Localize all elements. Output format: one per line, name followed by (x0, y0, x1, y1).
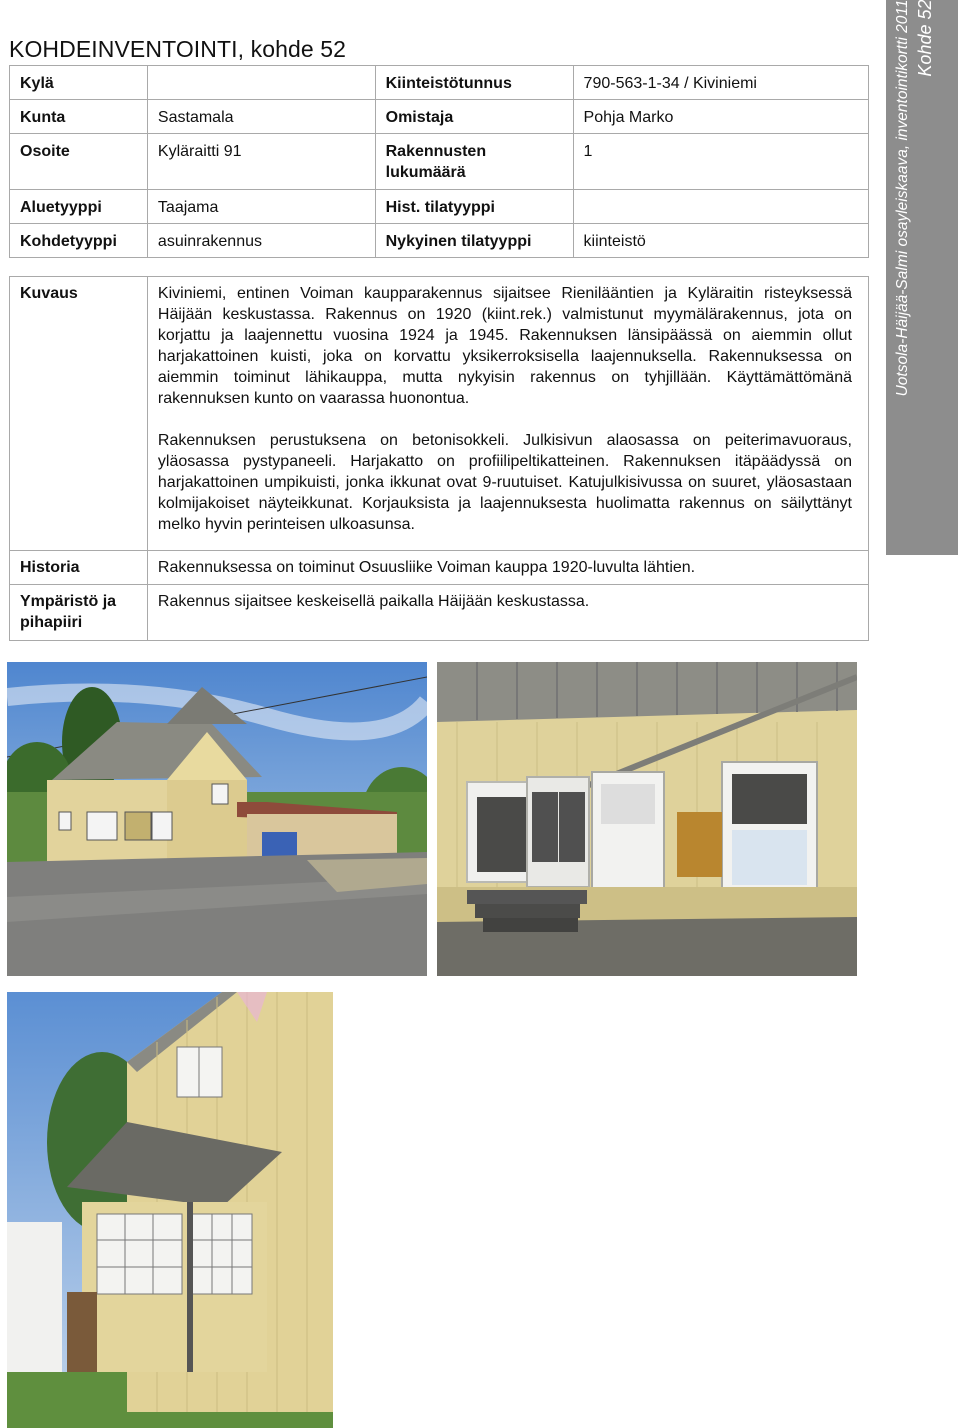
kuvaus-label: Kuvaus (10, 277, 148, 551)
info-row-aluetyyppi (10, 190, 869, 224)
kuvaus-text (147, 277, 868, 551)
osoite-value: Kyläraitti 91 (147, 134, 375, 190)
info-row-kyla (10, 66, 869, 100)
aluetyyppi-label: Aluetyyppi (10, 190, 148, 224)
nykyinen-tilatyyppi-label: Nykyinen tilatyyppi (375, 224, 573, 258)
ymparisto-value: Rakennus sijaitsee keskeisellä paikalla Häijään keskustassa. (147, 585, 868, 641)
photo-shop-front (437, 662, 857, 976)
osoite-label: Osoite (10, 134, 148, 190)
rakennusten-lukumaara-value: 1 (573, 134, 868, 190)
ymparisto-label: Ympäristö ja pihapiiri (10, 585, 148, 641)
info-row-kohdetyyppi (10, 224, 869, 258)
info-row-osoite (10, 134, 869, 190)
page-title: KOHDEINVENTOINTI, kohde 52 (9, 36, 347, 62)
kyla-value (147, 66, 375, 100)
aluetyyppi-value: Taajama (147, 190, 375, 224)
kuvaus-paragraph-2: Rakennuksen perustuksena on betonisokkeli. Julkisivun alaosassa on peiterimavuoraus, yläosassa pystypaneeli. Harjakatto on profiilipeltikatteinen. Rakennuksen itäpäädyssä on harjakattoinen umpikuisti, jonka ikkunat ovat 9-ruutuiset. Katujulkisivussa on suuret, yläosastaan kolmijakoiset näyteikkunat. Korjauksista ja laajennuksesta huolimatta rakennus on säilyttänyt melko hyvin perinteisen ulkoasunsa. (157, 432, 852, 533)
historia-label: Historia (10, 551, 148, 585)
kohdetyyppi-label: Kohdetyyppi (10, 224, 148, 258)
kunta-value: Sastamala (147, 100, 375, 134)
kuvaus-paragraph-1: Kiviniemi, entinen Voiman kaupparakennus sijaitsee Rienilääntien ja Kyläraitin risteyksessä Häijään keskustassa. Rakennus on 1920 (kiint.rek.) valmistunut myymälärakennus, jota on korjattu ja laajennettu vuosina 1924 ja 1945. Rakennuksen länsipäässä on aiemmin ollut harjakattoinen kuisti, joka on korvattu yksikerroksisella laajennuksella. Rakennuksessa on aiemmin toiminut lähikauppa, mutta nykyisin rakennus on tyhjillään. Käyttämättömänä rakennuksen kunto on vaarassa huonontua. (157, 285, 852, 407)
side-caption (892, 0, 952, 555)
info-row-kunta (10, 100, 869, 134)
info-table (9, 65, 869, 258)
rakennusten-lukumaara-label: Rakennusten lukumäärä (375, 134, 573, 190)
hist-tilatyyppi-value (573, 190, 868, 224)
omistaja-value: Pohja Marko (573, 100, 868, 134)
photo-gable-porch (7, 992, 333, 1428)
kiinteistotunnus-value: 790-563-1-34 / Kiviniemi (573, 66, 868, 100)
details-table (9, 276, 869, 641)
details-row-ymparisto (10, 585, 869, 641)
hist-tilatyyppi-label: Hist. tilatyyppi (375, 190, 573, 224)
kiinteistotunnus-label: Kiinteistötunnus (375, 66, 573, 100)
kohdetyyppi-value: asuinrakennus (147, 224, 375, 258)
side-caption-line2: Kohde 52 (915, 0, 935, 77)
nykyinen-tilatyyppi-value: kiinteistö (573, 224, 868, 258)
kyla-label: Kylä (10, 66, 148, 100)
photo-building-street-view (7, 662, 427, 976)
omistaja-label: Omistaja (375, 100, 573, 134)
details-row-historia (10, 551, 869, 585)
historia-value: Rakennuksessa on toiminut Osuusliike Voiman kauppa 1920-luvulta lähtien. (147, 551, 868, 585)
side-caption-line1: Uotsola-Häijää-Salmi osayleiskaava, inventointikortti 2011 (894, 0, 911, 397)
details-row-kuvaus (10, 277, 869, 551)
kunta-label: Kunta (10, 100, 148, 134)
